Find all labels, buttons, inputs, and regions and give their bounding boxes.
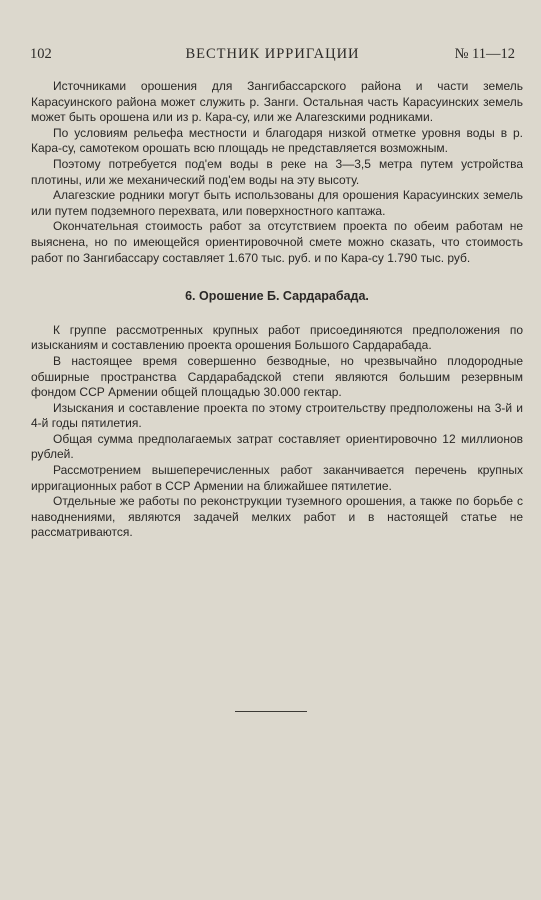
paragraph: Источниками орошения для Зангибассарского района и части земель Карасуинского района может служить р. Занги. Остальная часть Карасуинских земель может быть орошена или из р. Кара-су, или же Алагезскими родниками. xyxy=(31,79,523,125)
section-heading: 6. Орошение Б. Сардарабада. xyxy=(185,289,369,304)
paragraph: По условиям рельефа местности и благодаря низкой отметке уровня воды в р. Кара-су, самотеком орошать всю площадь не представляется возможным. xyxy=(31,125,523,156)
paragraph: Поэтому потребуется под'ем воды в реке на 3—3,5 метра путем устройства плотины, или же механический под'ем воды на эту высоту. xyxy=(31,156,523,187)
paragraph: В настоящее время совершенно безводные, но чрезвычайно плодородные обширные пространства Сардарабадской степи являются большим резервным фондом ССР Армении общей площадью 30.000 гектар. xyxy=(31,353,523,400)
paragraph: Отдельные же работы по реконструкции туземного орошения, а также по борьбе с наводнениями, являются задачей мелких работ и в настоящей статье не рассматриваются. xyxy=(31,494,523,540)
page-number: 102 xyxy=(30,46,52,62)
paragraph: Алагезские родники могут быть использованы для орошения Карасуинских земель или путем подземного перехвата, или поверхностного каптажа. xyxy=(31,188,523,218)
paragraph: Общая сумма предполагаемых затрат составляет ориентировочно 12 миллионов рублей. xyxy=(31,431,523,462)
article-body xyxy=(31,79,523,541)
paragraph: Изыскания и составление проекта по этому строительству предположены на 3-й и 4-й годы пятилетия. xyxy=(31,400,523,431)
journal-title: ВЕСТНИК ИРРИГАЦИИ xyxy=(185,46,360,62)
issue-number: № 11—12 xyxy=(454,46,515,62)
end-divider-line xyxy=(235,711,307,712)
paragraph: Рассмотрением вышеперечисленных работ заканчивается перечень крупных ирригационных работ в ССР Армении на ближайшее пятилетие. xyxy=(31,463,523,493)
page-header xyxy=(30,46,515,66)
paragraph: Окончательная стоимость работ за отсутствием проекта по обеим работам не выяснена, но по имеющейся ориентировочной смете можно сказать, что стоимость работ по Зангибассару составляет 1.670 тыс. руб. и по Кара-су 1.790 тыс. руб. xyxy=(31,219,523,265)
paragraph: К группе рассмотренных крупных работ присоединяются предположения по изысканиям и составлению проекта орошения Большого Сардарабада. xyxy=(31,322,523,353)
